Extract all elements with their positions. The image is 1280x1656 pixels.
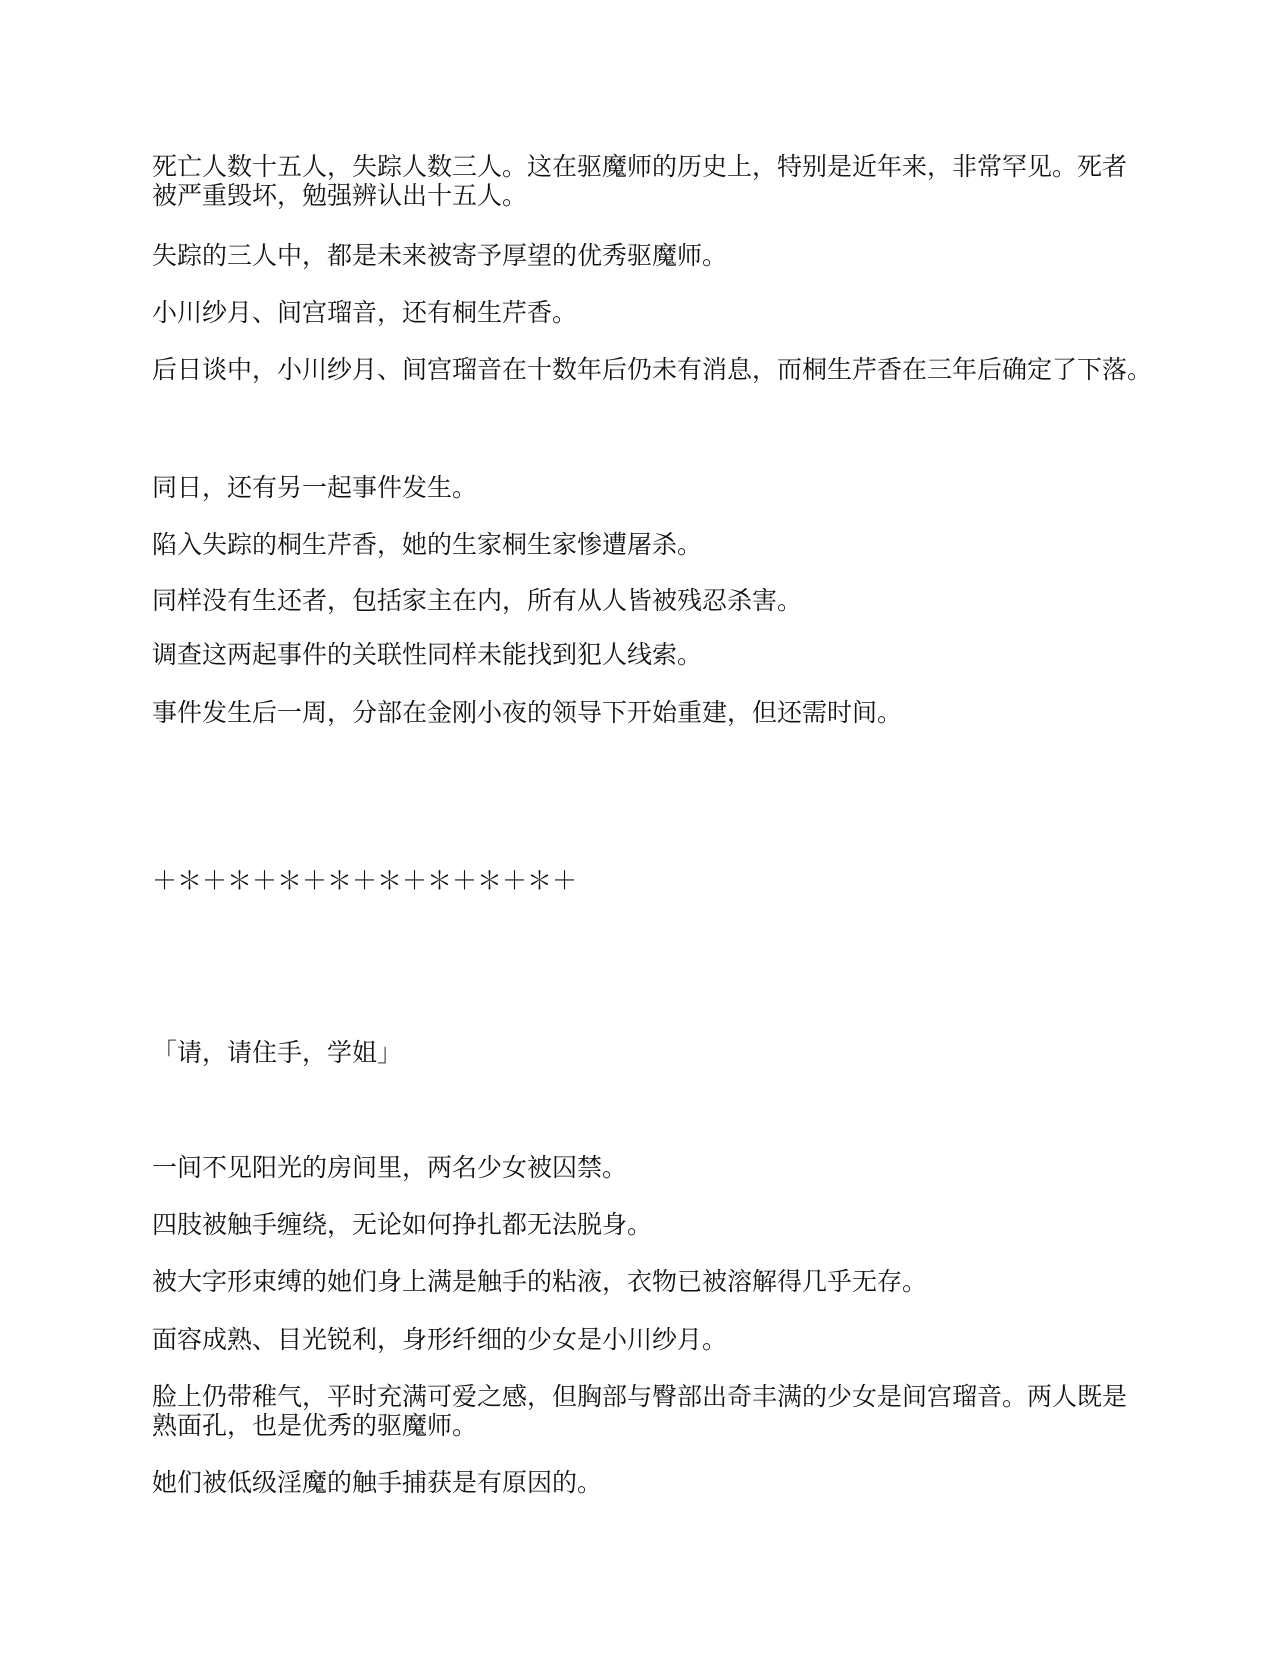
paragraph xyxy=(152,640,1152,669)
paragraph xyxy=(152,473,1152,502)
paragraph xyxy=(152,1153,1152,1182)
paragraph xyxy=(152,586,1152,615)
text-line: 小川纱月、间宫瑠音，还有桐生芹香。 xyxy=(152,298,578,327)
paragraph xyxy=(152,530,1152,559)
paragraph xyxy=(152,698,1152,727)
text-line: 失踪的三人中，都是未来被寄予厚望的优秀驱魔师。 xyxy=(152,241,728,270)
paragraph xyxy=(152,1267,1152,1296)
text-line: 四肢被触手缠绕，无论如何挣扎都无法脱身。 xyxy=(152,1210,653,1239)
text-line: 后日谈中，小川纱月、间宫瑠音在十数年后仍未有消息，而桐生芹香在三年后确定了下落。 xyxy=(152,355,1153,384)
text-line: 事件发生后一周，分部在金刚小夜的领导下开始重建，但还需时间。 xyxy=(152,698,903,727)
text-line: 脸上仍带稚气，平时充满可爱之感，但胸部与臀部出奇丰满的少女是间宫瑠音。两人既是 xyxy=(152,1382,1128,1411)
text-line: 死亡人数十五人，失踪人数三人。这在驱魔师的历史上，特别是近年来，非常罕见。死者 xyxy=(152,152,1128,181)
text-line: 一间不见阳光的房间里，两名少女被囚禁。 xyxy=(152,1153,628,1182)
paragraph xyxy=(152,298,1152,327)
text-line: 被严重毁坏，勉强辨认出十五人。 xyxy=(152,181,528,210)
paragraph xyxy=(152,152,1152,210)
text-line: 面容成熟、目光锐利，身形纤细的少女是小川纱月。 xyxy=(152,1325,728,1354)
text-line: 同日，还有另一起事件发生。 xyxy=(152,473,478,502)
text-line: 陷入失踪的桐生芹香，她的生家桐生家惨遭屠杀。 xyxy=(152,530,703,559)
paragraph xyxy=(152,1210,1152,1239)
text-line: 同样没有生还者，包括家主在内，所有从人皆被残忍杀害。 xyxy=(152,586,803,615)
divider-ornament: ＋＊＋＊＋＊＋＊＋＊＋＊＋＊＋＊＋ xyxy=(152,866,578,895)
text-line: 被大字形束缚的她们身上满是触手的粘液，衣物已被溶解得几乎无存。 xyxy=(152,1267,928,1296)
text-line: 「请，请住手，学姐」 xyxy=(152,1038,403,1067)
text-line: 她们被低级淫魔的触手捕获是有原因的。 xyxy=(152,1468,603,1497)
dialogue xyxy=(152,1038,1152,1067)
paragraph xyxy=(152,1468,1152,1497)
text-line: 调查这两起事件的关联性同样未能找到犯人线索。 xyxy=(152,640,703,669)
text-line: 熟面孔，也是优秀的驱魔师。 xyxy=(152,1411,478,1440)
paragraph xyxy=(152,1325,1152,1354)
paragraph xyxy=(152,355,1152,384)
section-divider xyxy=(152,866,1152,895)
paragraph xyxy=(152,241,1152,270)
paragraph xyxy=(152,1382,1152,1440)
